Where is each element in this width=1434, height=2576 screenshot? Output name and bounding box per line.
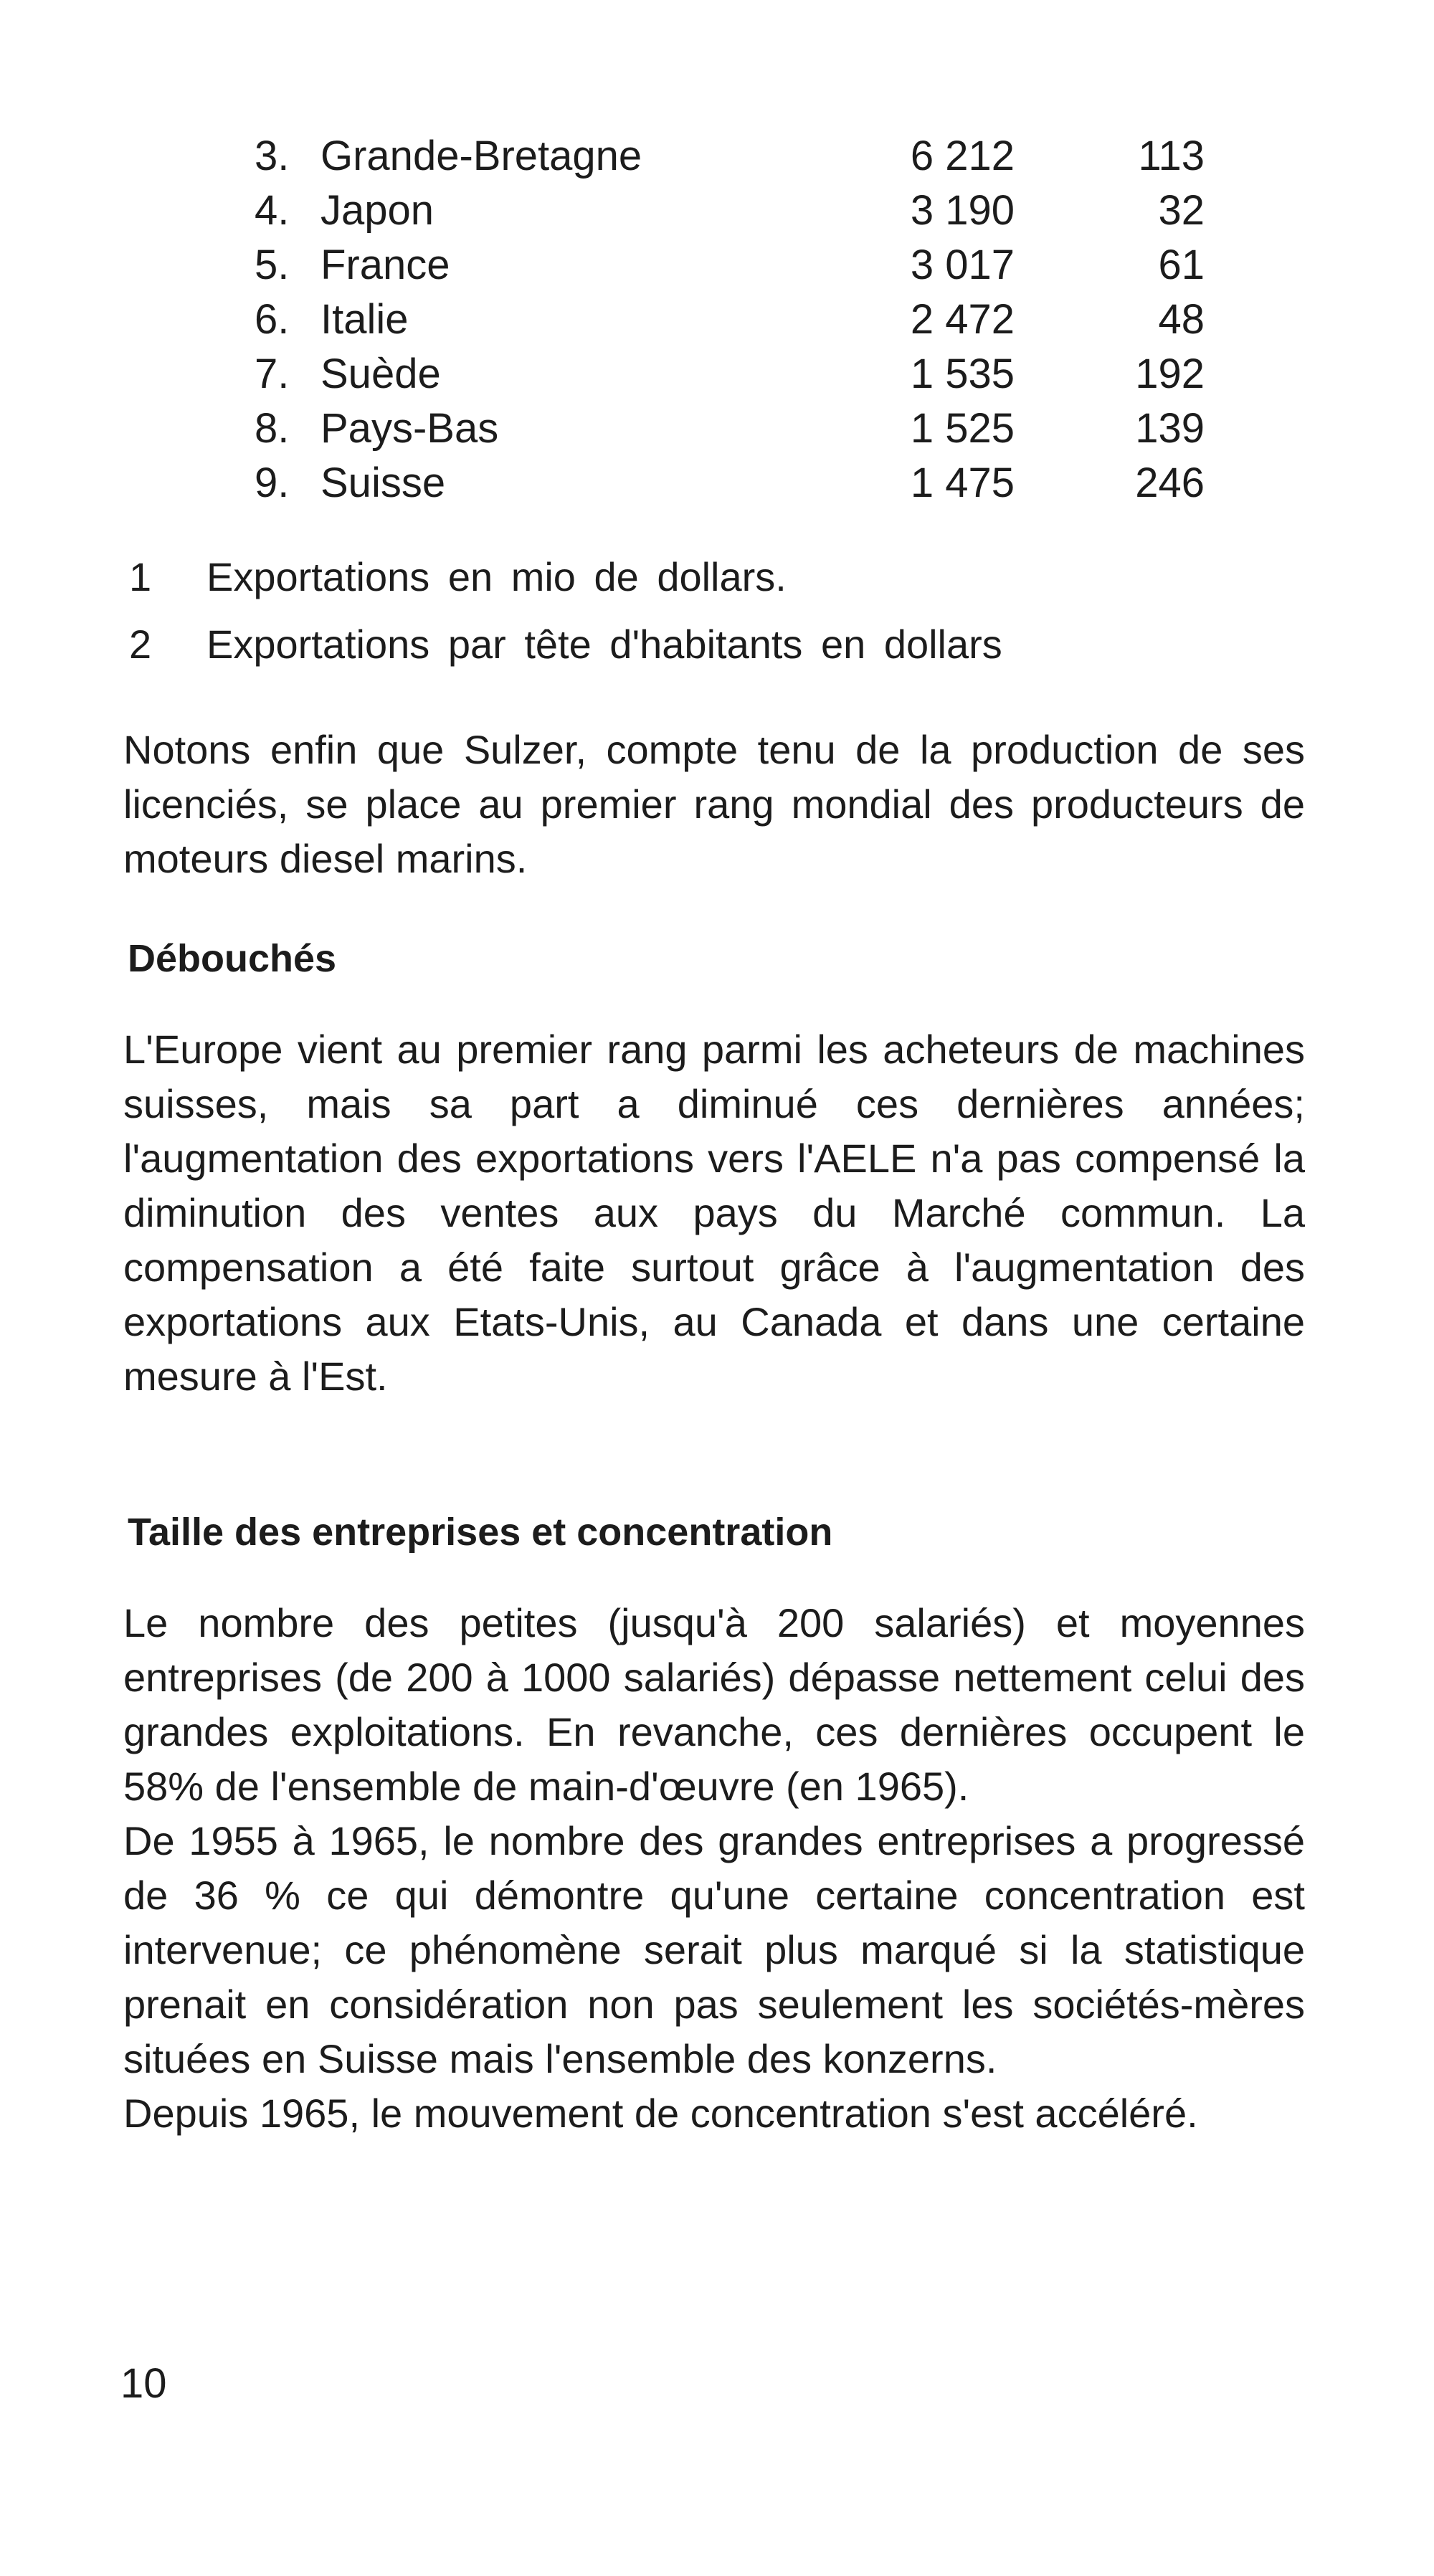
country-name: Suisse: [320, 460, 446, 506]
country-name: Pays-Bas: [320, 405, 499, 452]
body-paragraph: Depuis 1965, le mouvement de concentration s'est accéléré.: [123, 2091, 1198, 2136]
footnote-text: Exportations par tête d'habitants en dollars: [206, 622, 1002, 667]
exports-value: 3 190: [910, 187, 1015, 234]
country-name: France: [320, 242, 450, 288]
rank-number: 5.: [255, 242, 290, 288]
exports-value: 6 212: [910, 133, 1015, 179]
per-capita-value: 48: [1158, 296, 1205, 343]
exports-value: 1 525: [910, 405, 1015, 452]
per-capita-value: 61: [1158, 242, 1205, 288]
footnote-number: 1: [129, 554, 152, 599]
table-row: [255, 293, 1205, 347]
rank-number: 9.: [255, 460, 290, 506]
exports-value: 2 472: [910, 296, 1015, 343]
per-capita-value: 246: [1135, 460, 1205, 506]
table-row: [255, 401, 1205, 456]
per-capita-value: 113: [1138, 133, 1205, 179]
exports-value: 1 535: [910, 351, 1015, 397]
footnote-text: Exportations en mio de dollars.: [206, 554, 787, 599]
per-capita-value: 32: [1158, 187, 1205, 234]
table-footnotes: [129, 543, 1319, 678]
rank-number: 3.: [255, 133, 290, 179]
rank-number: 4.: [255, 187, 290, 234]
rank-number: 7.: [255, 351, 290, 397]
body-paragraph: L'Europe vient au premier rang parmi les acheteurs de machines suisses, mais sa part a diminué ces dernières années; l'augmentation des exportations vers l'AELE n'a pas compensé la diminution des ventes aux pays du Marché commun. La compensation a été faite surtout grâce à l'augmentation des exportations aux Etats-Unis, au Canada et dans une certaine mesure à l'Est.: [123, 1027, 1305, 1399]
table-row: [255, 456, 1205, 510]
rank-number: 6.: [255, 296, 290, 343]
body-paragraph: De 1955 à 1965, le nombre des grandes entreprises a progressé de 36 % ce qui démontre qu'une certaine concentration est intervenue; ce phénomène serait plus marqué si la statistique prenait en considération non pas seulement les sociétés-mères situées en Suisse mais l'ensemble des konzerns.: [123, 1818, 1305, 2081]
page-number: 10: [120, 2360, 167, 2407]
table-row: [255, 184, 1205, 238]
exports-value: 3 017: [910, 242, 1015, 288]
body-paragraph: Le nombre des petites (jusqu'à 200 salariés) et moyennes entreprises (de 200 à 1000 salariés) dépasse nettement celui des grandes exploitations. En revanche, ces dernières occupent le 58% de l'ensemble de main-d'œuvre (en 1965).: [123, 1600, 1305, 1809]
section-heading: Débouchés: [128, 937, 337, 980]
body-paragraph: Notons enfin que Sulzer, compte tenu de la production de ses licenciés, se place au premier rang mondial des producteurs de moteurs diesel marins.: [123, 727, 1305, 881]
per-capita-value: 139: [1135, 405, 1205, 452]
exports-value: 1 475: [910, 460, 1015, 506]
per-capita-value: 192: [1135, 351, 1205, 397]
country-name: Suède: [320, 351, 441, 397]
footnote: [129, 543, 1319, 611]
intro-paragraph-block: [123, 723, 1305, 886]
section-body: [123, 1596, 1305, 2141]
country-name: Grande-Bretagne: [320, 133, 642, 179]
footnote-number: 2: [129, 622, 152, 667]
footnote: [129, 611, 1319, 678]
table-row: [255, 238, 1205, 293]
section-body: [123, 1022, 1305, 1404]
rank-number: 8.: [255, 405, 290, 452]
table-row: [255, 129, 1205, 184]
section-heading: Taille des entreprises et concentration: [128, 1511, 833, 1554]
export-ranking-table: [255, 129, 1205, 510]
country-name: Japon: [320, 187, 435, 234]
table-row: [255, 347, 1205, 401]
country-name: Italie: [320, 296, 409, 343]
